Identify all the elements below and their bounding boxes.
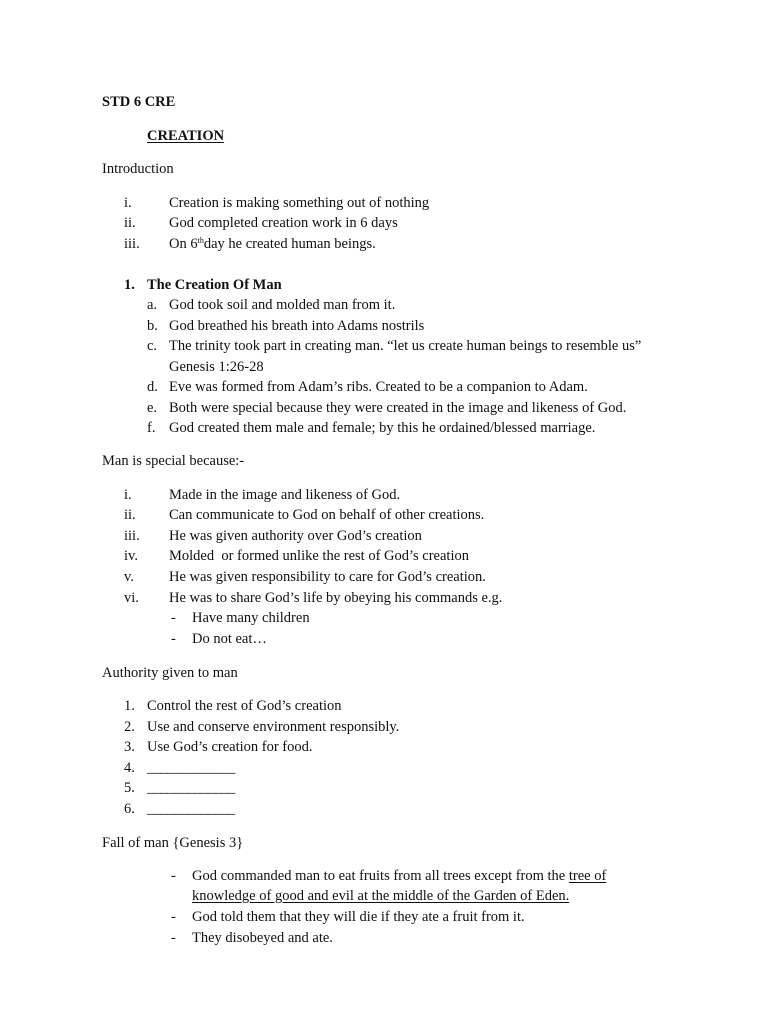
list-item-continuation: knowledge of good and evil at the middle of the Garden of Eden.: [192, 888, 570, 904]
list-item: [192, 868, 606, 885]
list-item: Both were special because they were created in the image and likeness of God.: [169, 400, 627, 416]
sub-list-item: Do not eat…: [192, 631, 267, 647]
list-marker: b.: [147, 318, 158, 334]
authority-heading: Authority given to man: [102, 665, 238, 681]
list-item: God completed creation work in 6 days: [169, 215, 398, 231]
list-item: They disobeyed and ate.: [192, 930, 333, 946]
list-marker: a.: [147, 297, 158, 313]
section-marker: 1.: [124, 277, 135, 293]
list-marker: iv.: [124, 548, 138, 564]
list-item: He was to share God’s life by obeying his commands e.g.: [169, 590, 503, 606]
list-marker: ii.: [124, 215, 136, 231]
superscript: th: [197, 236, 204, 245]
intro-heading: Introduction: [102, 161, 174, 177]
blank-line: _____________: [147, 801, 235, 817]
list-item: Can communicate to God on behalf of other creations.: [169, 507, 485, 523]
underlined-text: tree of: [568, 868, 607, 884]
list-marker: 3.: [124, 739, 135, 755]
list-item: God breathed his breath into Adams nostrils: [169, 318, 425, 334]
list-marker: 2.: [124, 719, 135, 735]
fall-heading: Fall of man {Genesis 3}: [102, 835, 244, 851]
list-marker: ii.: [124, 507, 136, 523]
blank-line: _____________: [147, 760, 235, 776]
list-item-continuation: Genesis 1:26-28: [169, 359, 264, 375]
list-item-text: God commanded man to eat fruits from all trees except from the: [192, 868, 569, 884]
list-marker: 6.: [124, 801, 135, 817]
list-item-text: day he created human beings.: [203, 236, 376, 252]
list-marker: d.: [147, 379, 158, 395]
list-marker: 1.: [124, 698, 135, 714]
blank-line: _____________: [147, 780, 235, 796]
list-item: God created them male and female; by this he ordained/blessed marriage.: [169, 420, 596, 436]
list-marker: iii.: [124, 236, 140, 252]
list-item: God took soil and molded man from it.: [169, 297, 396, 313]
list-item: Molded or formed unlike the rest of God’s creation: [169, 548, 469, 564]
dash-marker: -: [171, 610, 176, 626]
list-item: Use God’s creation for food.: [147, 739, 313, 755]
list-item: [169, 236, 376, 253]
list-item: Use and conserve environment responsibly.: [147, 719, 400, 735]
sub-list-item: Have many children: [192, 610, 310, 626]
list-item: Made in the image and likeness of God.: [169, 487, 401, 503]
special-heading: Man is special because:-: [102, 453, 245, 469]
list-item: Eve was formed from Adam’s ribs. Created to be a companion to Adam.: [169, 379, 588, 395]
list-marker: iii.: [124, 528, 140, 544]
list-item: Creation is making something out of nothing: [169, 195, 430, 211]
list-marker: i.: [124, 195, 132, 211]
list-item: The trinity took part in creating man. “let us create human beings to resemble us”: [169, 338, 642, 354]
list-item-text: On 6: [169, 236, 198, 252]
list-marker: i.: [124, 487, 132, 503]
list-item: God told them that they will die if they ate a fruit from it.: [192, 909, 525, 925]
list-marker: 4.: [124, 760, 135, 776]
list-item: Control the rest of God’s creation: [147, 698, 342, 714]
dash-marker: -: [171, 930, 176, 946]
section-heading: The Creation Of Man: [147, 277, 282, 293]
list-marker: c.: [147, 338, 158, 354]
list-marker: vi.: [124, 590, 139, 606]
class-code: STD 6 CRE: [102, 94, 176, 110]
list-marker: v.: [124, 569, 134, 585]
dash-marker: -: [171, 909, 176, 925]
list-marker: e.: [147, 400, 158, 416]
dash-marker: -: [171, 868, 176, 884]
dash-marker: -: [171, 631, 176, 647]
page-title: CREATION: [147, 128, 225, 144]
list-marker: 5.: [124, 780, 135, 796]
list-marker: f.: [147, 420, 156, 436]
list-item: He was given responsibility to care for God’s creation.: [169, 569, 486, 585]
list-item: He was given authority over God’s creation: [169, 528, 422, 544]
